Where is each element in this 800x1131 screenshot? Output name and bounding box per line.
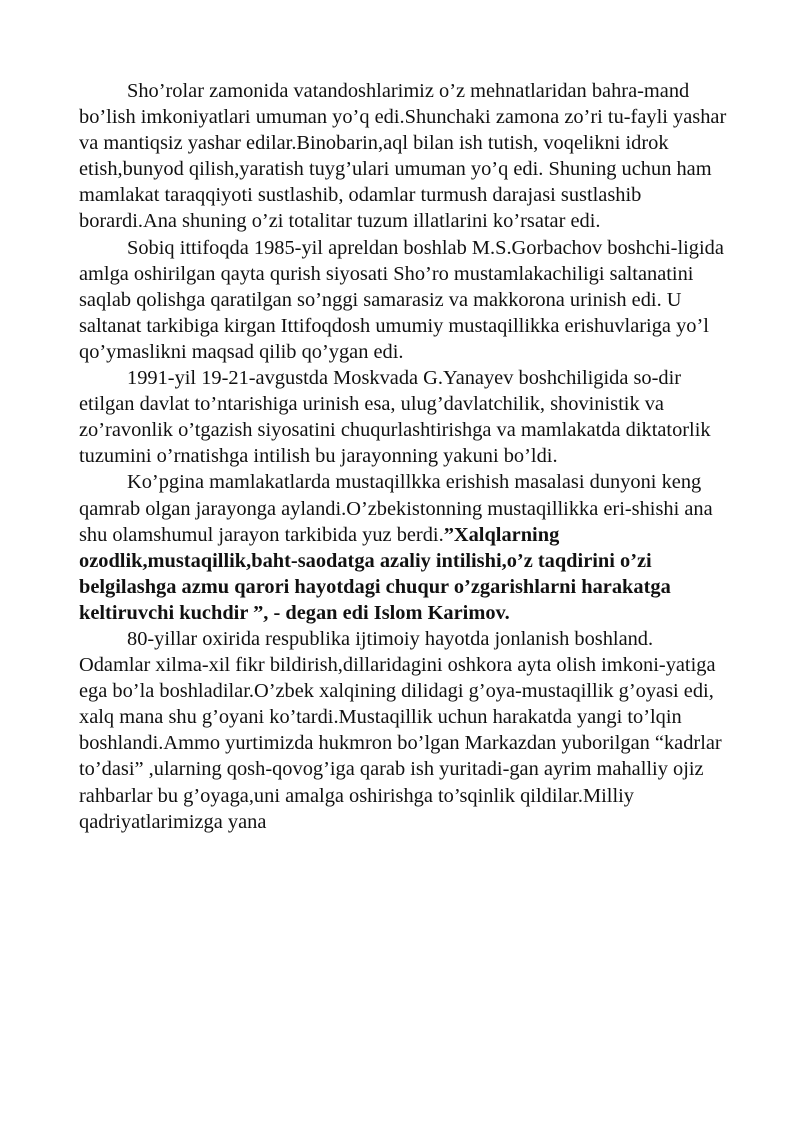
paragraph-3: 1991-yil 19-21-avgustda Moskvada G.Yanayev boshchiligida so-dir etilgan davlat to’ntarishiga urinish esa, ulug’davlatchilik, shovinistik va zo’ravonlik o’tgazish siyosatini chuqurlashtirishga va mamlakatda diktatorlik tuzumini o’rnatishga intilish bu jarayonning yakuni bo’ldi. (79, 367, 711, 468)
paragraph-2: Sobiq ittifoqda 1985-yil apreldan boshlab M.S.Gorbachov boshchi-ligida amlga oshirilgan qayta qurish siyosati Sho’ro mustamlakachiligi saltanatini saqlab qolishga qaratilgan so’nggi samarasiz va makkorona urinish edi. U saltanat tarkibiga kirgan Ittifoqdosh umumiy mustaqillikka erishuvlariga yo’l qo’ymaslikni maqsad qilib qo’ygan edi. (79, 236, 724, 363)
document-page (79, 78, 729, 835)
paragraph-4 (79, 469, 729, 626)
paragraph-4-text: Ko’pgina mamlakatlarda mustaqillkka erishish masalasi dunyoni keng qamrab olgan jarayonga aylandi.O’zbekistonning mustaqillikka eri-shishi ana shu olamshumul jarayon tarkibida yuz berdi. (79, 471, 713, 546)
paragraph-5: 80-yillar oxirida respublika ijtimoiy hayotda jonlanish boshland. Odamlar xilma-xil fikr bildirish,dillaridagini oshkora ayta olish imkoni-yatiga ega bo’la boshladilar.O’zbek xalqining dilidagi g’oya-mustaqillik g’oyasi edi, xalq mana shu g’oyani ko’tardi.Mustaqillik uchun harakatda yangi to’lqin boshlandi.Ammo yurtimizda hukmron bo’lgan Markazdan yuborilgan “kadrlar to’dasi” ,ularning qosh-qovog’iga qarab ish yuritadi-gan ayrim mahalliy ojiz rahbarlar bu g’oyaga,uni amalga oshirishga to’sqinlik qildilar.Milliy qadriyatlarimizga yana (79, 627, 722, 833)
paragraph-1: Sho’rolar zamonida vatandoshlarimiz o’z mehnatlaridan bahra-mand bo’lish imkoniyatlari umuman yo’q edi.Shunchaki zamona zo’ri tu-fayli yashar va mantiqsiz yashar edilar.Binobarin,aql bilan ish tutish, voqelikni idrok etish,bunyod qilish,yaratish tuyg’ulari umuman yo’q edi. Shuning uchun ham mamlakat taraqqiyoti sustlashib, odamlar turmush darajasi sustlashib borardi.Ana shuning o’zi totalitar tuzum illatlarini ko’rsatar edi. (79, 80, 727, 233)
karimov-quote: ”Xalqlarning ozodlik,mustaqillik,baht-saodatga azaliy intilishi,o’z taqdirini o’zi belgilashga azmu qarori hayotdagi chuqur o’zgarishlarni harakatga keltiruvchi kuchdir ”, - degan edi Islom Karimov. (79, 523, 671, 624)
